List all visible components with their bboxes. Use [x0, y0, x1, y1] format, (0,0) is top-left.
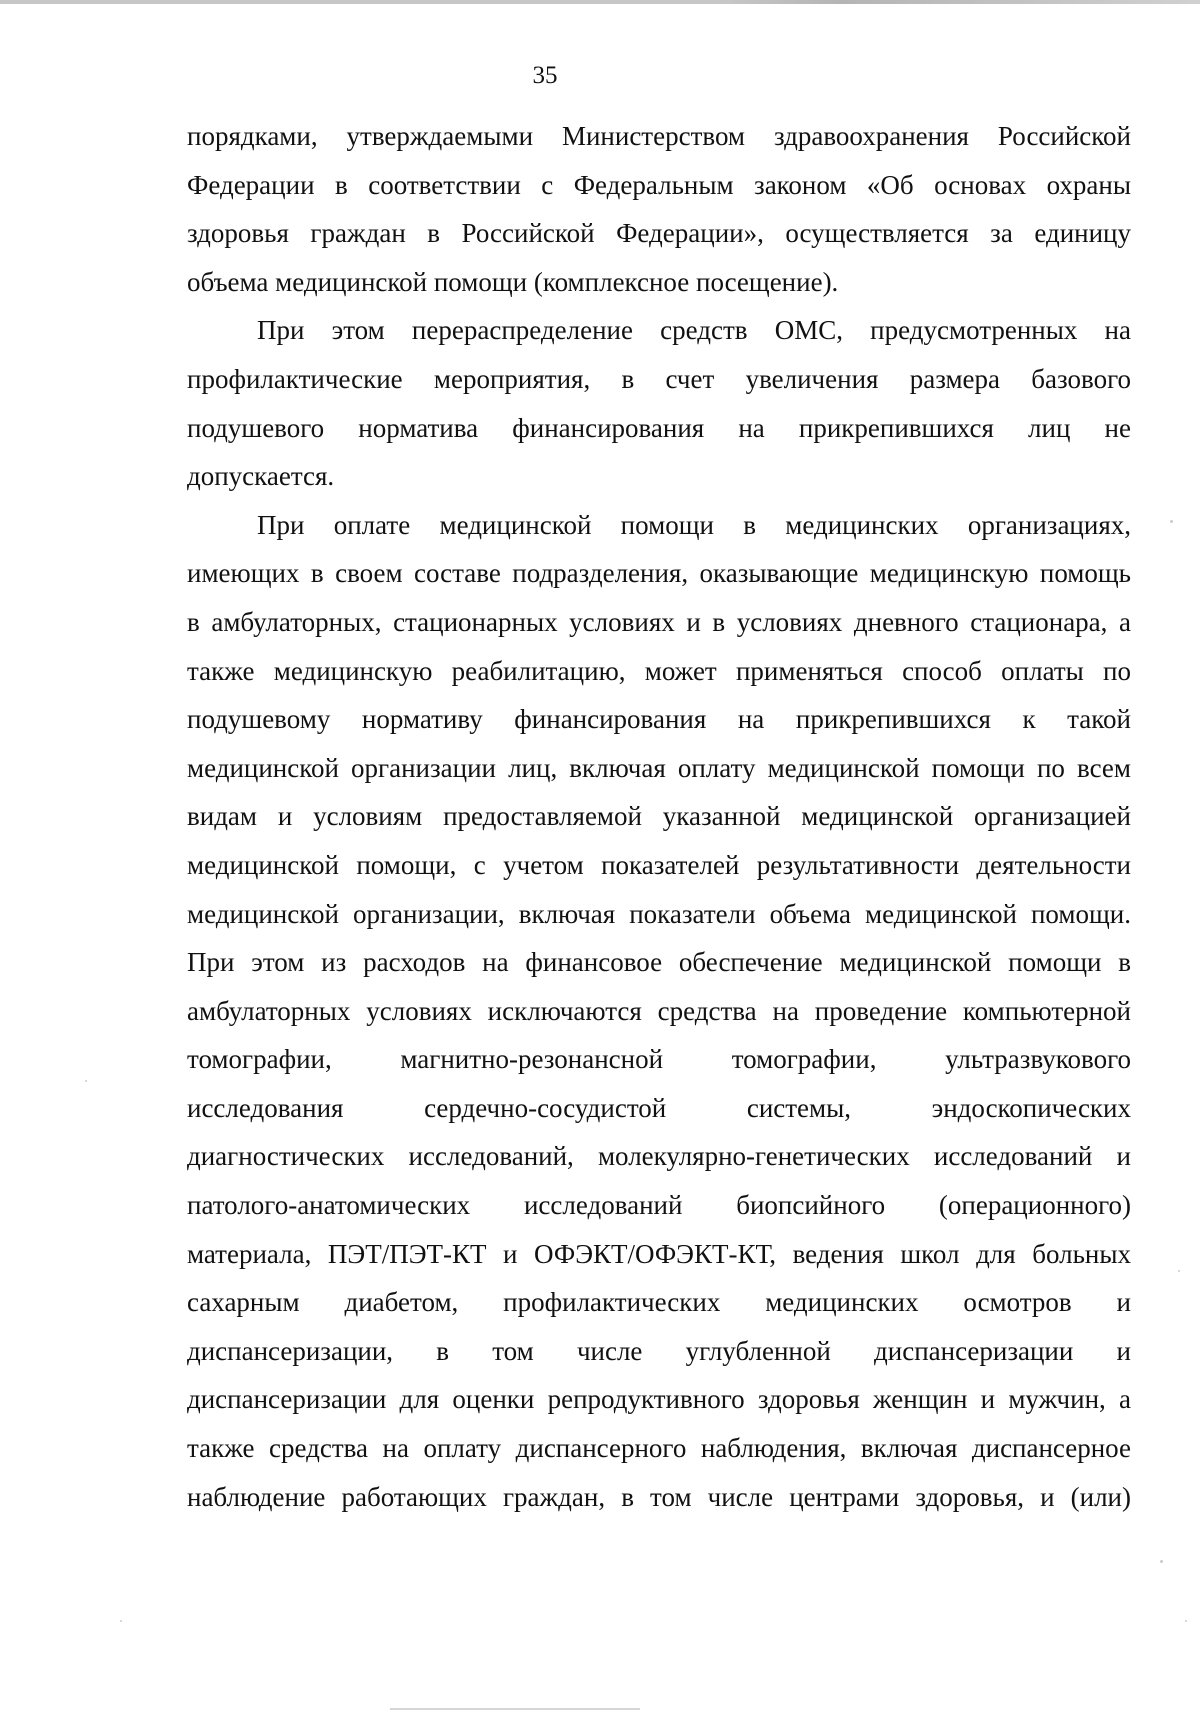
text-line: допускается.	[187, 461, 335, 492]
scan-edge-bottom	[390, 1708, 640, 1710]
text-line: диспансеризации для оценки репродуктивного здоровья женщин и мужчин, а	[187, 1384, 1131, 1415]
text-line: объема медицинской помощи (комплексное посещение).	[187, 266, 839, 297]
scan-speckle	[85, 1080, 87, 1082]
scan-speckle	[1160, 1560, 1163, 1563]
scan-speckle	[1178, 1270, 1180, 1272]
text-line: в амбулаторных, стационарных условиях и в условиях дневного стационара, а	[187, 606, 1131, 637]
text-line: также медицинскую реабилитацию, может применяться способ оплаты по	[187, 655, 1131, 686]
text-line: профилактические мероприятия, в счет увеличения размера базового	[187, 363, 1131, 394]
page-number: 35	[532, 62, 558, 89]
text-line: сахарным диабетом, профилактических медицинских осмотров и	[187, 1287, 1131, 1318]
text-line: наблюдение работающих граждан, в том числе центрами здоровья, и (или)	[187, 1481, 1131, 1512]
text-line: амбулаторных условиях исключаются средства на проведение компьютерной	[187, 995, 1131, 1026]
paragraph-2	[187, 306, 1131, 500]
text-line: диагностических исследований, молекулярно-генетических исследований и	[187, 1141, 1131, 1172]
text-line: патолого-анатомических исследований биопсийного (операционного)	[187, 1190, 1131, 1221]
text-line: диспансеризации, в том числе углубленной диспансеризации и	[187, 1335, 1131, 1366]
text-line: также средства на оплату диспансерного наблюдения, включая диспансерное	[187, 1433, 1131, 1464]
text-line: При оплате медицинской помощи в медицинских организациях,	[257, 509, 1131, 540]
text-line: При этом из расходов на финансовое обеспечение медицинской помощи в	[187, 947, 1131, 978]
scan-edge-top	[0, 0, 1200, 4]
scan-speckle	[120, 1620, 122, 1622]
scan-speckle	[1170, 520, 1173, 523]
document-body	[187, 112, 1131, 1521]
text-line: материала, ПЭТ/ПЭТ-КТ и ОФЭКТ/ОФЭКТ-КТ, ведения школ для больных	[187, 1238, 1131, 1269]
text-line: подушевого норматива финансирования на прикрепившихся лиц не	[187, 412, 1131, 443]
text-line: видам и условиям предоставляемой указанной медицинской организацией	[187, 801, 1131, 832]
scan-speckle	[1185, 1620, 1187, 1622]
text-line: томографии, магнитно-резонансной томографии, ультразвукового	[187, 1044, 1131, 1075]
text-line: Федерации в соответствии с Федеральным законом «Об основах охраны	[187, 169, 1131, 200]
text-line: здоровья граждан в Российской Федерации», осуществляется за единицу	[187, 218, 1131, 249]
text-line: исследования сердечно-сосудистой системы, эндоскопических	[187, 1092, 1131, 1123]
text-line: При этом перераспределение средств ОМС, предусмотренных на	[257, 315, 1131, 346]
text-line: порядками, утверждаемыми Министерством здравоохранения Российской	[187, 121, 1131, 151]
text-line: имеющих в своем составе подразделения, оказывающие медицинскую помощь	[187, 558, 1131, 589]
text-line: медицинской помощи, с учетом показателей результативности деятельности	[187, 849, 1131, 880]
text-line: медицинской организации лиц, включая оплату медицинской помощи по всем	[187, 752, 1131, 783]
text-line: медицинской организации, включая показатели объема медицинской помощи.	[187, 898, 1131, 929]
text-line: подушевому нормативу финансирования на прикрепившихся к такой	[187, 704, 1131, 735]
paragraph-3	[187, 501, 1131, 1521]
paragraph-1	[187, 112, 1131, 306]
